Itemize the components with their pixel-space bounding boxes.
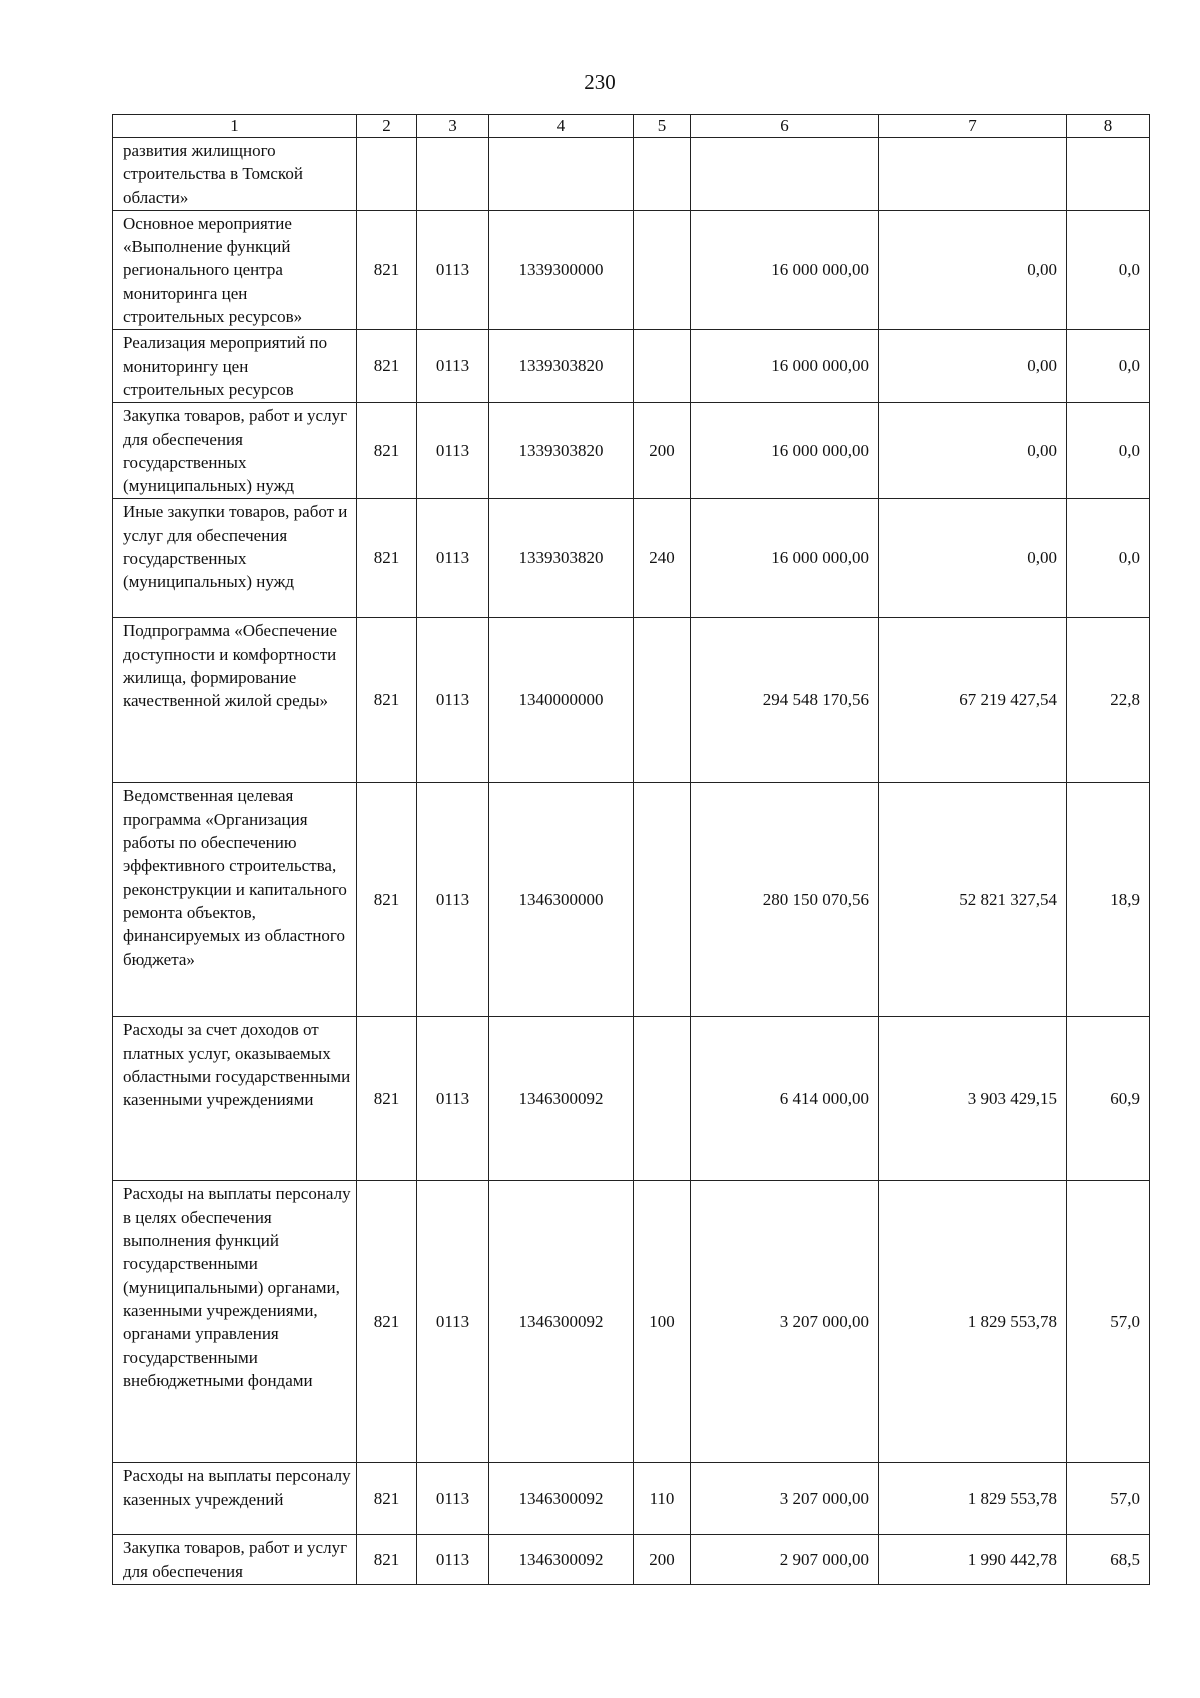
row-name: Основное мероприятие «Выполнение функций регионального центра мониторинга цен строительных ресурсов» [113, 210, 357, 329]
cell-col-7: 0,00 [879, 330, 1067, 403]
cell-col-5 [634, 210, 691, 329]
cell-col-4: 1339300000 [489, 210, 634, 329]
cell-col-8: 18,9 [1067, 783, 1150, 1017]
cell-col-3: 0113 [417, 618, 489, 783]
cell-col-3 [417, 138, 489, 211]
cell-col-8: 68,5 [1067, 1535, 1150, 1585]
cell-col-2: 821 [357, 618, 417, 783]
cell-col-6 [691, 138, 879, 211]
cell-col-4: 1346300000 [489, 783, 634, 1017]
budget-table [112, 114, 1150, 1585]
cell-col-4: 1346300092 [489, 1017, 634, 1181]
table-row [113, 618, 1150, 783]
cell-col-3: 0113 [417, 403, 489, 499]
header-col-4: 4 [489, 115, 634, 138]
cell-col-6: 3 207 000,00 [691, 1463, 879, 1535]
row-name: Закупка товаров, работ и услуг для обеспечения [113, 1535, 357, 1585]
cell-col-8 [1067, 138, 1150, 211]
table-row [113, 783, 1150, 1017]
cell-col-5 [634, 783, 691, 1017]
cell-col-5: 200 [634, 1535, 691, 1585]
row-name: Расходы на выплаты персоналу казенных учреждений [113, 1463, 357, 1535]
cell-col-5: 110 [634, 1463, 691, 1535]
cell-col-5 [634, 138, 691, 211]
cell-col-7: 1 829 553,78 [879, 1463, 1067, 1535]
cell-col-2: 821 [357, 499, 417, 618]
page-number: 230 [584, 70, 616, 94]
header-row [113, 115, 1150, 138]
cell-col-5: 240 [634, 499, 691, 618]
cell-col-2: 821 [357, 210, 417, 329]
row-name: Закупка товаров, работ и услуг для обеспечения государственных (муниципальных) нужд [113, 403, 357, 499]
row-name: Реализация мероприятий по мониторингу цен строительных ресурсов [113, 330, 357, 403]
cell-col-5: 100 [634, 1181, 691, 1463]
cell-col-4: 1339303820 [489, 499, 634, 618]
table-row [113, 403, 1150, 499]
table-row [113, 138, 1150, 211]
cell-col-3: 0113 [417, 1535, 489, 1585]
cell-col-8: 57,0 [1067, 1463, 1150, 1535]
cell-col-7: 3 903 429,15 [879, 1017, 1067, 1181]
cell-col-4: 1339303820 [489, 403, 634, 499]
cell-col-3: 0113 [417, 499, 489, 618]
cell-col-7: 52 821 327,54 [879, 783, 1067, 1017]
cell-col-3: 0113 [417, 1463, 489, 1535]
header-col-5: 5 [634, 115, 691, 138]
header-col-6: 6 [691, 115, 879, 138]
cell-col-7: 67 219 427,54 [879, 618, 1067, 783]
cell-col-4: 1346300092 [489, 1181, 634, 1463]
row-name: Подпрограмма «Обеспечение доступности и комфортности жилища, формирование качественной жилой среды» [113, 618, 357, 783]
cell-col-6: 16 000 000,00 [691, 499, 879, 618]
table-row [113, 1017, 1150, 1181]
row-name: Расходы на выплаты персоналу в целях обеспечения выполнения функций государственными (муниципальными) органами, казенными учреждениями, органами управления государственными внебюджетными фондами [113, 1181, 357, 1463]
cell-col-6: 16 000 000,00 [691, 210, 879, 329]
cell-col-3: 0113 [417, 210, 489, 329]
cell-col-8: 57,0 [1067, 1181, 1150, 1463]
table-row [113, 210, 1150, 329]
table-row [113, 330, 1150, 403]
cell-col-4: 1340000000 [489, 618, 634, 783]
cell-col-6: 3 207 000,00 [691, 1181, 879, 1463]
cell-col-3: 0113 [417, 1181, 489, 1463]
row-name: Расходы за счет доходов от платных услуг, оказываемых областными государственными казенными учреждениями [113, 1017, 357, 1181]
cell-col-6: 294 548 170,56 [691, 618, 879, 783]
row-name: Ведомственная целевая программа «Организация работы по обеспечению эффективного строительства, реконструкции и капитального ремонта объектов, финансируемых из областного бюджета» [113, 783, 357, 1017]
cell-col-2: 821 [357, 330, 417, 403]
header-col-8: 8 [1067, 115, 1150, 138]
cell-col-2: 821 [357, 783, 417, 1017]
cell-col-7 [879, 138, 1067, 211]
cell-col-4 [489, 138, 634, 211]
header-col-7: 7 [879, 115, 1067, 138]
cell-col-5 [634, 618, 691, 783]
cell-col-3: 0113 [417, 330, 489, 403]
cell-col-5 [634, 1017, 691, 1181]
cell-col-6: 2 907 000,00 [691, 1535, 879, 1585]
cell-col-3: 0113 [417, 783, 489, 1017]
row-name: развития жилищного строительства в Томской области» [113, 138, 357, 211]
cell-col-7: 0,00 [879, 210, 1067, 329]
cell-col-8: 22,8 [1067, 618, 1150, 783]
cell-col-3: 0113 [417, 1017, 489, 1181]
cell-col-7: 1 990 442,78 [879, 1535, 1067, 1585]
cell-col-8: 0,0 [1067, 499, 1150, 618]
cell-col-2: 821 [357, 1463, 417, 1535]
cell-col-7: 0,00 [879, 403, 1067, 499]
cell-col-6: 280 150 070,56 [691, 783, 879, 1017]
cell-col-2: 821 [357, 1181, 417, 1463]
cell-col-2: 821 [357, 403, 417, 499]
cell-col-4: 1346300092 [489, 1535, 634, 1585]
row-name: Иные закупки товаров, работ и услуг для обеспечения государственных (муниципальных) нужд [113, 499, 357, 618]
cell-col-7: 0,00 [879, 499, 1067, 618]
table-row [113, 1535, 1150, 1585]
cell-col-5 [634, 330, 691, 403]
cell-col-6: 16 000 000,00 [691, 330, 879, 403]
cell-col-5: 200 [634, 403, 691, 499]
cell-col-4: 1339303820 [489, 330, 634, 403]
cell-col-7: 1 829 553,78 [879, 1181, 1067, 1463]
cell-col-4: 1346300092 [489, 1463, 634, 1535]
cell-col-2: 821 [357, 1017, 417, 1181]
table-row [113, 1463, 1150, 1535]
cell-col-2: 821 [357, 1535, 417, 1585]
header-col-1: 1 [113, 115, 357, 138]
cell-col-8: 0,0 [1067, 210, 1150, 329]
cell-col-8: 0,0 [1067, 403, 1150, 499]
header-col-3: 3 [417, 115, 489, 138]
cell-col-2 [357, 138, 417, 211]
cell-col-8: 60,9 [1067, 1017, 1150, 1181]
cell-col-6: 16 000 000,00 [691, 403, 879, 499]
cell-col-6: 6 414 000,00 [691, 1017, 879, 1181]
header-col-2: 2 [357, 115, 417, 138]
table-row [113, 499, 1150, 618]
table-row [113, 1181, 1150, 1463]
cell-col-8: 0,0 [1067, 330, 1150, 403]
